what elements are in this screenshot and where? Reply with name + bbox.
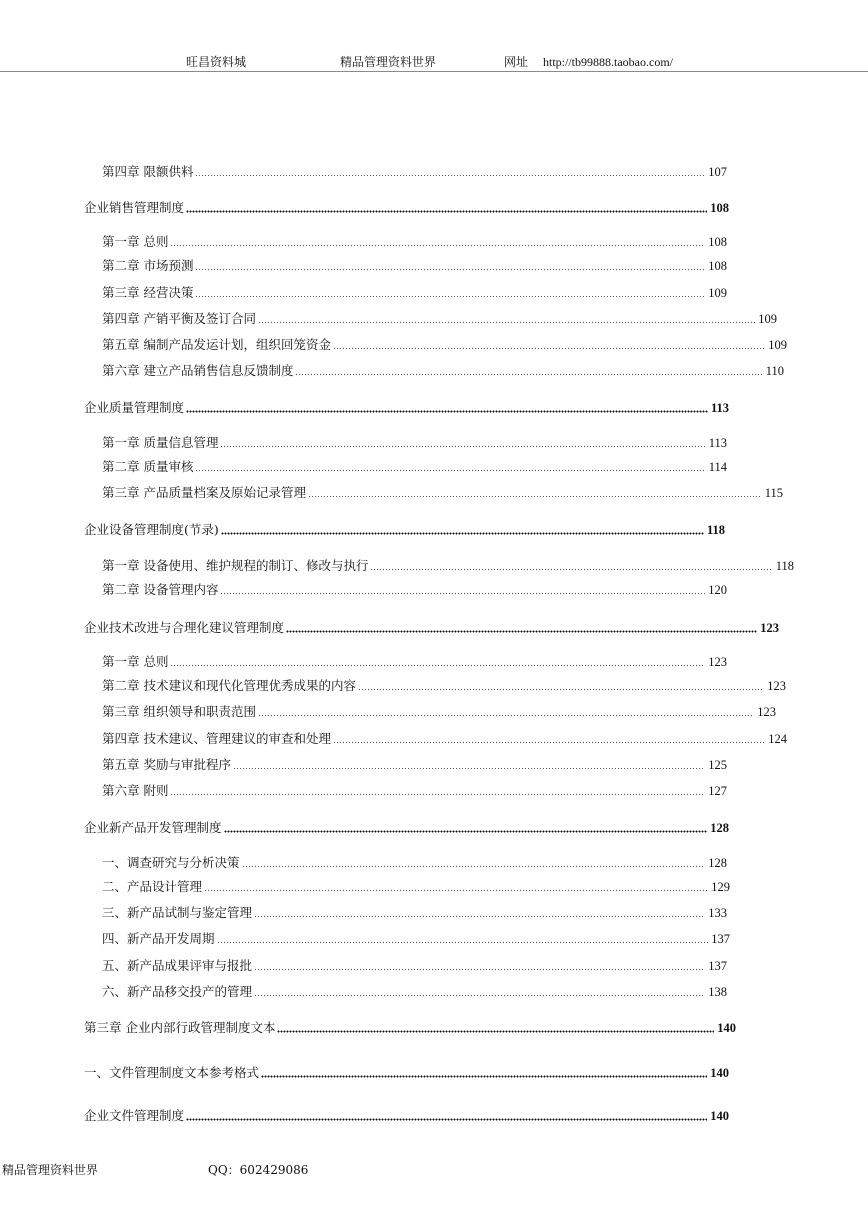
- toc-section-title: 企业新产品开发管理制度: [84, 820, 222, 835]
- dot-leader: [204, 889, 708, 892]
- toc-entry-page: 123: [708, 655, 727, 669]
- toc-entry[interactable]: [102, 905, 727, 921]
- toc-section[interactable]: [84, 620, 779, 636]
- toc-entry-title: 第四章 技术建议、管理建议的审查和处理: [102, 731, 331, 746]
- dot-leader: [195, 174, 705, 177]
- toc-entry-page: 109: [708, 286, 727, 300]
- dot-leader: [170, 793, 705, 796]
- toc-entry[interactable]: [102, 558, 794, 574]
- toc-entry-title: 第二章 市场预测: [102, 258, 194, 273]
- toc-entry[interactable]: [102, 435, 727, 451]
- toc-entry-title: 第一章 设备使用、维护规程的制订、修改与执行: [102, 558, 369, 573]
- toc-section-title: 企业质量管理制度: [84, 400, 185, 415]
- toc-entry-title: 第一章 总则: [102, 234, 169, 249]
- toc-entry[interactable]: [102, 704, 776, 720]
- toc-entry[interactable]: [102, 258, 727, 274]
- toc-entry-title: 第二章 设备管理内容: [102, 582, 219, 597]
- toc-entry-title: 第二章 技术建议和现代化管理优秀成果的内容: [102, 678, 356, 693]
- toc-entry[interactable]: [102, 164, 727, 180]
- dot-leader: [286, 630, 757, 633]
- header-url-link[interactable]: http://tb99888.taobao.com/: [543, 55, 673, 69]
- toc-entry-title: 第三章 组织领导和职责范围: [102, 704, 256, 719]
- toc-section-page: 140: [710, 1066, 729, 1080]
- toc-section-title: 第三章 企业内部行政管理制度文本: [84, 1020, 276, 1035]
- header-url-label: 网址: [504, 55, 529, 69]
- dot-leader: [295, 373, 762, 376]
- toc-section[interactable]: [84, 522, 725, 538]
- dot-leader: [220, 592, 705, 595]
- header-brand: 精品管理资料世界: [340, 55, 437, 69]
- dot-leader: [221, 532, 704, 535]
- toc-entry-page: 138: [708, 985, 727, 999]
- toc-entry[interactable]: [102, 311, 777, 327]
- page-header: [0, 52, 868, 72]
- toc-entry-page: 123: [767, 679, 786, 693]
- toc-entry-page: 108: [708, 235, 727, 249]
- toc-entry-page: 137: [708, 959, 727, 973]
- toc-entry-page: 137: [711, 932, 730, 946]
- header-site-name: 旺昌资料城: [186, 55, 247, 69]
- toc-section-page: 128: [710, 821, 729, 835]
- toc-section-page: 113: [710, 401, 729, 415]
- toc-entry[interactable]: [102, 582, 727, 598]
- page-footer: [0, 1160, 868, 1180]
- toc-entry-title: 第二章 质量审核: [102, 459, 194, 474]
- dot-leader: [195, 469, 705, 472]
- toc-section[interactable]: [84, 200, 729, 216]
- dot-leader: [195, 268, 705, 271]
- dot-leader: [308, 495, 762, 498]
- toc-section-page: 108: [710, 201, 729, 215]
- toc-entry-title: 第五章 编制产品发运计划，组织回笼资金: [102, 337, 331, 352]
- dot-leader: [254, 915, 705, 918]
- toc-entry[interactable]: [102, 931, 730, 947]
- toc-entry-page: 125: [708, 758, 727, 772]
- toc-entry[interactable]: [102, 783, 727, 799]
- dot-leader: [258, 321, 755, 324]
- toc-entry-page: 113: [708, 436, 727, 450]
- toc-entry-page: 109: [768, 338, 787, 352]
- toc-entry-title: 第六章 建立产品销售信息反馈制度: [102, 363, 294, 378]
- dot-leader: [233, 767, 705, 770]
- toc-section-page: 118: [706, 523, 725, 537]
- dot-leader: [254, 994, 705, 997]
- toc-entry-page: 120: [708, 583, 727, 597]
- dot-leader: [186, 210, 707, 213]
- toc-entry-title: 一、调查研究与分析决策: [102, 855, 240, 870]
- toc-section[interactable]: [84, 1108, 729, 1124]
- toc-entry-title: 第六章 附则: [102, 783, 169, 798]
- toc-entry-page: 109: [758, 312, 777, 326]
- toc-entry-page: 128: [708, 856, 727, 870]
- toc-section-title: 企业文件管理制度: [84, 1108, 185, 1123]
- dot-leader: [261, 1075, 707, 1078]
- dot-leader: [186, 410, 708, 413]
- toc-entry[interactable]: [102, 678, 786, 694]
- dot-leader: [186, 1118, 707, 1121]
- header-divider: [0, 71, 868, 72]
- dot-leader: [220, 445, 705, 448]
- toc-entry-title: 四、新产品开发周期: [102, 931, 215, 946]
- toc-section[interactable]: [84, 400, 729, 416]
- toc-section-title: 企业设备管理制度(节录): [84, 522, 219, 537]
- toc-section-page: 140: [717, 1021, 736, 1035]
- dot-leader: [370, 568, 772, 571]
- toc-entry-title: 三、新产品试制与鉴定管理: [102, 905, 253, 920]
- dot-leader: [333, 347, 765, 350]
- toc-entry[interactable]: [102, 879, 730, 895]
- toc-entry-title: 五、新产品成果评审与报批: [102, 958, 253, 973]
- toc-section-title: 企业技术改进与合理化建议管理制度: [84, 620, 285, 635]
- toc-entry-page: 123: [757, 705, 776, 719]
- toc-entry-title: 第一章 质量信息管理: [102, 435, 219, 450]
- toc-entry-title: 二、产品设计管理: [102, 879, 203, 894]
- toc-entry-page: 114: [708, 460, 727, 474]
- dot-leader: [170, 664, 705, 667]
- toc-section-title: 企业销售管理制度: [84, 200, 185, 215]
- toc-entry-title: 第三章 产品质量档案及原始记录管理: [102, 485, 306, 500]
- dot-leader: [277, 1030, 714, 1033]
- toc-entry-title: 第一章 总则: [102, 654, 169, 669]
- toc-entry[interactable]: [102, 363, 784, 379]
- toc-section-page: 123: [760, 621, 779, 635]
- toc-section-title: 一、文件管理制度文本参考格式: [84, 1065, 260, 1080]
- toc-entry[interactable]: [102, 984, 727, 1000]
- toc-entry[interactable]: [102, 731, 787, 747]
- toc-entry[interactable]: [102, 855, 727, 871]
- dot-leader: [217, 941, 709, 944]
- toc-entry[interactable]: [102, 285, 727, 301]
- toc-entry-title: 第五章 奖励与审批程序: [102, 757, 231, 772]
- toc-entry-title: 第三章 经营决策: [102, 285, 194, 300]
- dot-leader: [224, 830, 708, 833]
- toc-entry-title: 第四章 限额供料: [102, 164, 194, 179]
- dot-leader: [242, 865, 706, 868]
- toc-entry-page: 124: [768, 732, 787, 746]
- footer-qq: QQ：602429086: [208, 1163, 309, 1177]
- toc-entry[interactable]: [102, 485, 783, 501]
- toc-entry-page: 129: [711, 880, 730, 894]
- dot-leader: [258, 714, 754, 717]
- toc-section-page: 140: [710, 1109, 729, 1123]
- dot-leader: [195, 295, 705, 298]
- toc-entry[interactable]: [102, 958, 727, 974]
- dot-leader: [170, 244, 705, 247]
- toc-entry-page: 118: [775, 559, 794, 573]
- toc-entry[interactable]: [102, 654, 727, 670]
- dot-leader: [333, 741, 765, 744]
- toc-entry-page: 110: [765, 364, 784, 378]
- toc-entry[interactable]: [102, 459, 727, 475]
- toc-entry[interactable]: [102, 337, 787, 353]
- dot-leader: [254, 968, 705, 971]
- toc-entry-page: 108: [708, 259, 727, 273]
- toc-entry-page: 127: [708, 784, 727, 798]
- toc-entry-page: 115: [764, 486, 783, 500]
- footer-brand: 精品管理资料世界: [2, 1163, 99, 1177]
- toc-section[interactable]: [84, 820, 729, 836]
- toc-section[interactable]: [84, 1020, 736, 1036]
- toc-entry[interactable]: [102, 234, 727, 250]
- toc-entry-page: 133: [708, 906, 727, 920]
- toc-entry-title: 六、新产品移交投产的管理: [102, 984, 253, 999]
- dot-leader: [358, 688, 764, 691]
- toc-section[interactable]: [84, 1065, 729, 1081]
- toc-entry-page: 107: [708, 165, 727, 179]
- toc-entry-title: 第四章 产销平衡及签订合同: [102, 311, 256, 326]
- toc-entry[interactable]: [102, 757, 727, 773]
